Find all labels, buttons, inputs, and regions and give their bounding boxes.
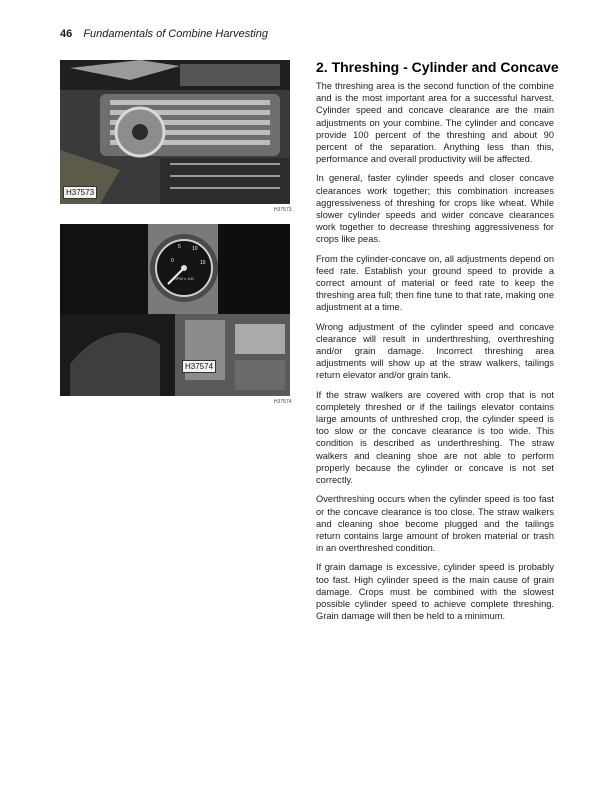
page-header (60, 28, 268, 40)
body-paragraph: In general, faster cylinder speeds and closer concave clearances work together; this combination increases aggressiveness of threshing for crops like wheat. While slower cylinder speeds and wider concave clearances work together to decrease threshing aggressiveness for crops like peas. (316, 173, 554, 245)
page-number: 46 (60, 28, 73, 40)
figure-caption: H37574 (274, 399, 292, 405)
gauge-illustration (60, 224, 290, 396)
body-paragraph: The threshing area is the second function of the combine and is the most important area for a successful harvest. Cylinder speed and concave clearance are the main adjustments on your combine. The cylinder and concave provide 100 percent of the threshing and about 90 percent of the separation. Anything less than this, performance and overall productivity will be affected. (316, 81, 554, 165)
threshing-cylinder-photo (60, 60, 290, 204)
gauge-tick: 0 (171, 258, 174, 264)
body-paragraph: If the straw walkers are covered with crop that is not completely threshed or if the tailings elevator contains large amounts of unthreshed crop, the cylinder speed is too slow or the concave clearance is too wide. This condition is described as underthreshing. The straw walkers and cleaning shoe are not able to perform properly because the cylinder or concave is not set correctly. (316, 389, 554, 486)
gauge-tick: 15 (200, 260, 206, 266)
cylinder-speed-gauge-photo (60, 224, 290, 396)
gauge-tick: 10 (192, 246, 198, 252)
cylinder-illustration (60, 60, 290, 204)
section-body (316, 80, 554, 629)
body-paragraph: Overthreshing occurs when the cylinder speed is too fast or the concave clearance is too close. The straw walkers and cleaning shoe become plugged and the tailings return contains large amount of broken material or trash in an overthreshed condition. (316, 494, 554, 554)
figure-caption: H37573 (274, 207, 292, 213)
gauge-tick: 5 (178, 244, 181, 250)
body-paragraph: If grain damage is excessive, cylinder speed is probably too fast. High cylinder speed is the main cause of grain damage. Crops must be combined with the slowest possible cylinder speed to achieve complete threshing. Grain damage will then be held to a minimum. (316, 562, 554, 622)
section-title: 2. Threshing - Cylinder and Concave (316, 59, 559, 75)
figure-tag: H37573 (63, 186, 97, 199)
body-paragraph: From the cylinder-concave on, all adjustments depend on feed rate. Establish your ground speed to provide a correct amount of material or feed rate to keep the threshing area full; then fine tune to that rate, making one adjustment at a time. (316, 253, 554, 313)
gauge-unit: RPM x 100 (174, 276, 194, 281)
book-title: Fundamentals of Combine Harvesting (83, 28, 268, 40)
figure-tag: H37574 (182, 360, 216, 373)
body-paragraph: Wrong adjustment of the cylinder speed and concave clearance will result in underthreshing, overthreshing and/or grain damage. Incorrect threshing area adjustments will show up at the straw walkers, tailings return elevator and/or grain tank. (316, 321, 554, 381)
